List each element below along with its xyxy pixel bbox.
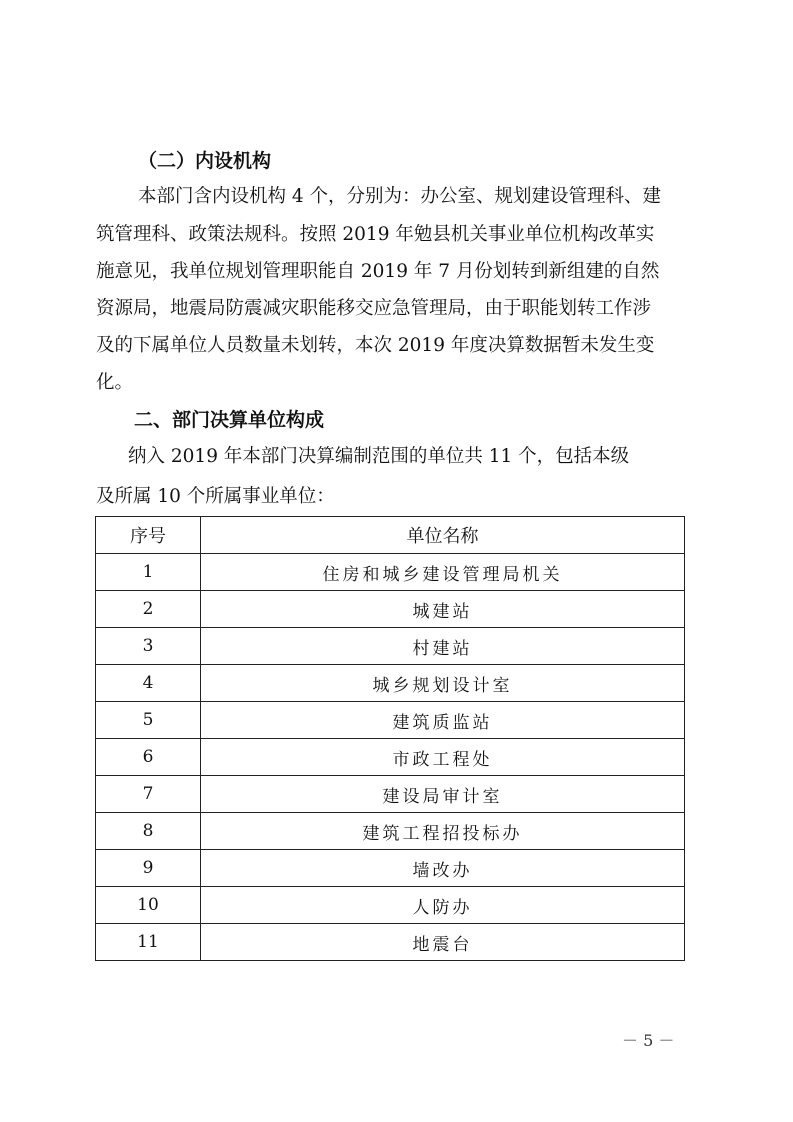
row-number: 7 <box>96 776 201 813</box>
row-unit-name: 市政工程处 <box>201 739 685 776</box>
table-row <box>96 776 685 813</box>
row-unit-name: 建筑工程招投标办 <box>201 813 685 850</box>
paragraph-line: 施意见，我单位规划管理职能自 2019 年 7 月份划转到新组建的自然 <box>96 261 660 282</box>
row-unit-name: 城乡规划设计室 <box>201 665 685 702</box>
paragraph-line: 及的下属单位人员数量未划转，本次 2019 年度决算数据暂未发生变 <box>96 335 655 356</box>
table-header-row <box>96 517 685 554</box>
table-row <box>96 813 685 850</box>
paragraph-line: 化。 <box>96 372 134 393</box>
paragraph-line: 及所属 10 个所属事业单位： <box>96 486 335 507</box>
paragraph-line: 纳入 2019 年本部门决算编制范围的单位共 11 个，包括本级 <box>128 446 630 467</box>
row-number: 11 <box>96 924 201 961</box>
header-serial-number: 序号 <box>96 517 201 554</box>
row-unit-name: 建筑质监站 <box>201 702 685 739</box>
row-number: 5 <box>96 702 201 739</box>
table-row <box>96 850 685 887</box>
row-unit-name: 城建站 <box>201 591 685 628</box>
row-number: 9 <box>96 850 201 887</box>
section-heading: 二、部门决算单位构成 <box>134 409 325 431</box>
table-row <box>96 591 685 628</box>
row-number: 3 <box>96 628 201 665</box>
row-number: 10 <box>96 887 201 924</box>
row-unit-name: 地震台 <box>201 924 685 961</box>
table-row <box>96 665 685 702</box>
units-table <box>95 516 685 961</box>
row-number: 4 <box>96 665 201 702</box>
row-number: 2 <box>96 591 201 628</box>
page-number: － 5 － <box>622 1031 675 1050</box>
row-unit-name: 村建站 <box>201 628 685 665</box>
row-number: 8 <box>96 813 201 850</box>
row-unit-name: 人防办 <box>201 887 685 924</box>
header-unit-name: 单位名称 <box>201 517 685 554</box>
row-unit-name: 建设局审计室 <box>201 776 685 813</box>
paragraph-line: 筑管理科、政策法规科。按照 2019 年勉县机关事业单位机构改革实 <box>96 224 655 245</box>
table-row <box>96 702 685 739</box>
table-row <box>96 739 685 776</box>
paragraph-line: 资源局，地震局防震减灾职能移交应急管理局，由于职能划转工作涉 <box>96 298 652 319</box>
row-unit-name: 墙改办 <box>201 850 685 887</box>
row-number: 6 <box>96 739 201 776</box>
table-row <box>96 924 685 961</box>
paragraph-line: 本部门含内设机构 4 个，分别为：办公室、规划建设管理科、建 <box>138 186 662 207</box>
section-subheading: （二）内设机构 <box>138 150 272 172</box>
table-row <box>96 554 685 591</box>
row-unit-name: 住房和城乡建设管理局机关 <box>201 554 685 591</box>
row-number: 1 <box>96 554 201 591</box>
table-row <box>96 628 685 665</box>
table-row <box>96 887 685 924</box>
